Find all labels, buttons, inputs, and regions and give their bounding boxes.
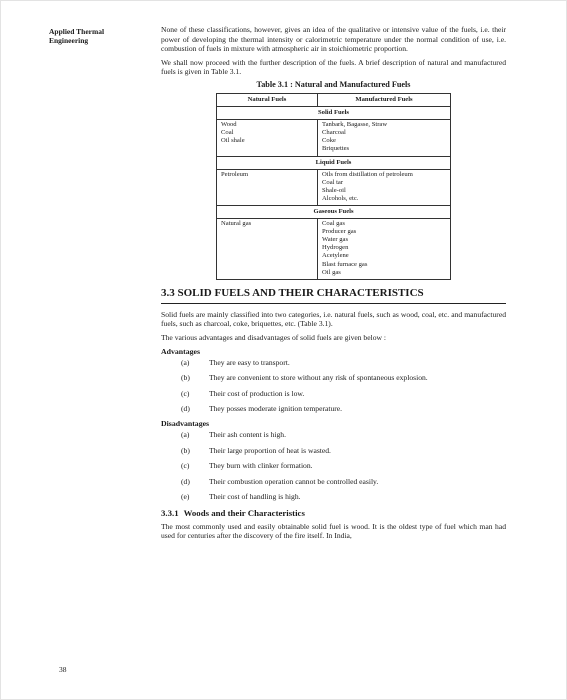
fuel-name: Coal bbox=[221, 129, 234, 137]
fuel-name: Coke bbox=[322, 137, 336, 145]
table-category: Liquid Fuels bbox=[217, 156, 451, 169]
running-head-line: Applied Thermal bbox=[49, 27, 105, 36]
fuel-name: Oil shale bbox=[221, 137, 245, 145]
fuel-name: Charcoal bbox=[322, 129, 346, 137]
fuel-name: Water gas bbox=[322, 236, 349, 244]
disadvantages-list bbox=[161, 430, 506, 502]
subsection-heading bbox=[161, 508, 506, 519]
table-cell-natural bbox=[217, 169, 318, 205]
subsection-number: 3.3.1 bbox=[161, 507, 179, 518]
list-marker: (b) bbox=[181, 445, 190, 455]
list-text: Their cost of handling is high. bbox=[209, 492, 301, 502]
fuels-table-body bbox=[217, 107, 451, 280]
fuel-name: Acetylene bbox=[322, 252, 349, 260]
table-cell-natural bbox=[217, 219, 318, 280]
list-marker: (b) bbox=[181, 373, 190, 383]
table-row bbox=[217, 169, 451, 205]
running-head bbox=[49, 27, 139, 45]
table-category-row bbox=[217, 156, 451, 169]
advantages-title: Advantages bbox=[161, 346, 200, 356]
fuel-name: Producer gas bbox=[322, 228, 357, 236]
fuel-name: Natural gas bbox=[221, 220, 252, 228]
list-text: Their large proportion of heat is wasted. bbox=[209, 445, 331, 455]
subsection-paragraph: The most commonly used and easily obtainable solid fuel is wood. It is the oldest type of fuel which man had used for centuries after the discovery of the fire itself. In India, bbox=[161, 521, 506, 541]
advantage-item bbox=[161, 358, 506, 368]
disadvantage-item bbox=[161, 477, 506, 487]
disadvantage-item bbox=[161, 430, 506, 440]
intro-paragraph: None of these classifications, however, gives an idea of the qualitative or intensive value of the fuels, i.e. their power of developing the thermal intensity or calorimetric temperature under the normal condition of use, i.e. combustion of fuels in mixture with atmospheric air in stoichiometric proportion. bbox=[161, 25, 506, 54]
fuel-name: Briquettes bbox=[322, 145, 350, 153]
table-category-row bbox=[217, 206, 451, 219]
table-cell-manufactured bbox=[318, 219, 451, 280]
fuel-name: Shale-oil bbox=[322, 186, 346, 194]
table-cell-manufactured bbox=[318, 120, 451, 156]
list-text: They are easy to transport. bbox=[209, 357, 290, 367]
table-cell-manufactured bbox=[318, 169, 451, 205]
list-marker: (d) bbox=[181, 403, 190, 413]
advantage-item bbox=[161, 389, 506, 399]
advantage-item bbox=[161, 373, 506, 383]
fuel-name: Alcohols, etc. bbox=[322, 194, 359, 202]
disadvantage-item bbox=[161, 446, 506, 456]
list-text: They are convenient to store without any risk of spontaneous explosion. bbox=[209, 373, 428, 383]
subsection-title: Woods and their Characteristics bbox=[183, 507, 305, 518]
table-category-row bbox=[217, 107, 451, 120]
fuel-name: Petroleum bbox=[221, 170, 249, 178]
page-number: 38 bbox=[59, 665, 67, 674]
list-marker: (c) bbox=[181, 388, 190, 398]
page-content bbox=[161, 25, 506, 541]
fuel-name: Hydrogen bbox=[322, 244, 349, 252]
table-header-manufactured: Manufactured Fuels bbox=[318, 93, 451, 106]
list-marker: (a) bbox=[181, 357, 190, 367]
table-cell-natural bbox=[217, 120, 318, 156]
fuels-table bbox=[216, 93, 451, 280]
section-paragraph: The various advantages and disadvantages of solid fuels are given below : bbox=[161, 332, 387, 342]
advantage-item bbox=[161, 404, 506, 414]
list-text: Their cost of production is low. bbox=[209, 388, 305, 398]
table-category: Solid Fuels bbox=[217, 107, 451, 120]
table-row bbox=[217, 120, 451, 156]
list-marker: (d) bbox=[181, 476, 190, 486]
disadvantages-title: Disadvantages bbox=[161, 419, 210, 429]
list-text: Their combustion operation cannot be controlled easily. bbox=[209, 476, 379, 486]
list-marker: (c) bbox=[181, 461, 190, 471]
section-heading: 3.3 SOLID FUELS AND THEIR CHARACTERISTICS bbox=[161, 287, 506, 304]
intro-paragraph: We shall now proceed with the further description of the fuels. A brief description of natural and manufactured fuels is given in Table 3.1. bbox=[161, 57, 506, 77]
table-header-natural: Natural Fuels bbox=[217, 93, 318, 106]
fuel-name: Oils from distillation of petroleum bbox=[322, 170, 413, 178]
fuel-name: Blast furnace gas bbox=[322, 260, 368, 268]
list-text: Their ash content is high. bbox=[209, 430, 286, 440]
list-marker: (e) bbox=[181, 492, 190, 502]
disadvantage-item bbox=[161, 492, 506, 502]
list-text: They posses moderate ignition temperature. bbox=[209, 403, 343, 413]
running-head-line: Engineering bbox=[49, 36, 89, 45]
list-text: They burn with clinker formation. bbox=[209, 461, 313, 471]
table-header-row bbox=[217, 93, 451, 106]
advantages-list bbox=[161, 358, 506, 414]
table-row bbox=[217, 219, 451, 280]
section-paragraph: Solid fuels are mainly classified into two categories, i.e. natural fuels, such as wood, coal, etc. and manufactured fuels, such as charcoal, coke, briquettes, etc. (Table 3.1). bbox=[161, 309, 506, 329]
table-caption: Table 3.1 : Natural and Manufactured Fuels bbox=[256, 79, 411, 89]
list-marker: (a) bbox=[181, 430, 190, 440]
table-category: Gaseous Fuels bbox=[217, 206, 451, 219]
fuel-name: Oil gas bbox=[322, 268, 341, 276]
disadvantage-item bbox=[161, 461, 506, 471]
fuel-name: Tanbark, Bagasse, Straw bbox=[322, 121, 388, 129]
fuel-name: Wood bbox=[221, 121, 237, 129]
fuel-name: Coal gas bbox=[322, 220, 345, 228]
section-body bbox=[161, 310, 506, 541]
fuel-name: Coal tar bbox=[322, 178, 344, 186]
